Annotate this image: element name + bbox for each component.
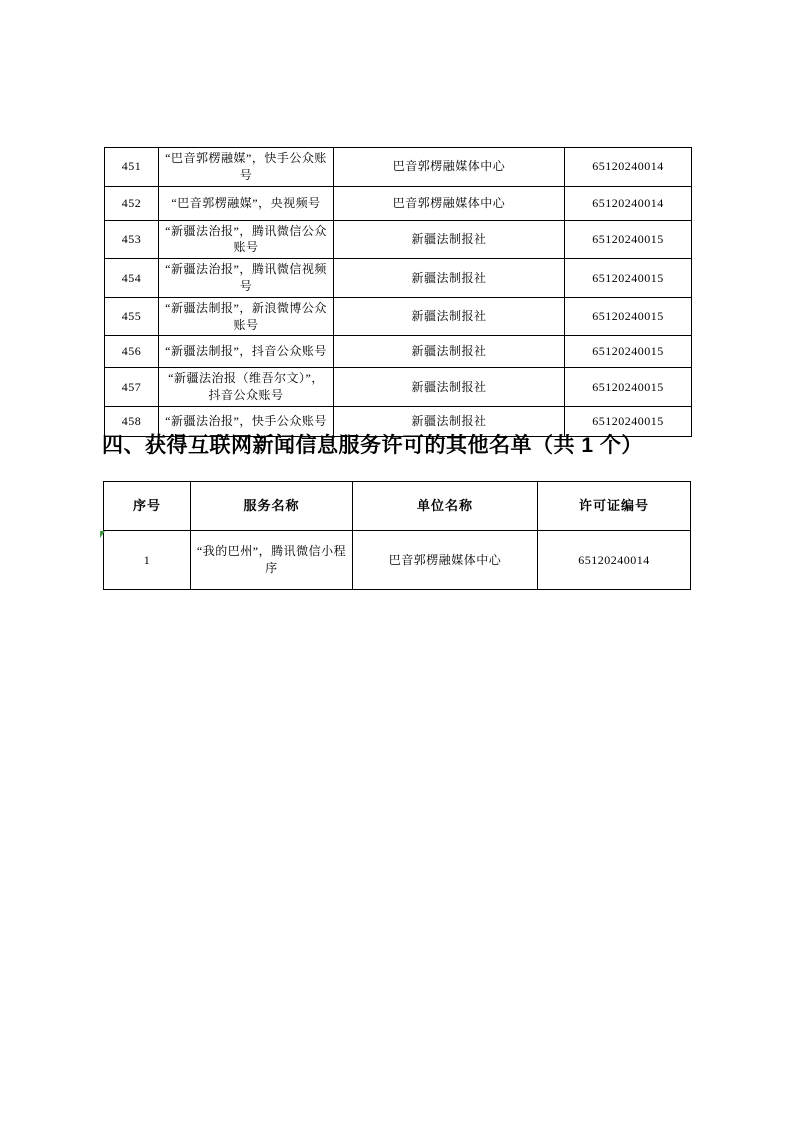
service-name-cell: “新疆法治报”，快手公众账号 (159, 406, 334, 436)
table-row (104, 531, 691, 590)
other-licenses-table (103, 481, 691, 590)
serial-cell: 1 (104, 531, 191, 590)
license-number-cell: 65120240015 (565, 220, 692, 259)
unit-name-cell: 巴音郭楞融媒体中心 (334, 148, 565, 187)
serial-cell: 451 (105, 148, 159, 187)
serial-cell: 454 (105, 259, 159, 298)
serial-cell: 456 (105, 336, 159, 368)
column-header-service-name: 服务名称 (191, 482, 353, 531)
service-name-cell: “新疆法治报（维吾尔文）”，抖音公众账号 (159, 368, 334, 407)
column-header-license-number: 许可证编号 (538, 482, 691, 531)
table-row (105, 186, 692, 220)
unit-name-cell: 新疆法制报社 (334, 297, 565, 336)
license-number-cell: 65120240015 (565, 336, 692, 368)
column-header-unit-name: 单位名称 (353, 482, 538, 531)
license-number-cell: 65120240014 (565, 186, 692, 220)
service-name-cell: “巴音郭楞融媒”，央视频号 (159, 186, 334, 220)
unit-name-cell: 巴音郭楞融媒体中心 (353, 531, 538, 590)
license-number-cell: 65120240014 (538, 531, 691, 590)
header-row (104, 482, 691, 531)
unit-name-cell: 新疆法制报社 (334, 336, 565, 368)
table-row (105, 336, 692, 368)
table-row (105, 148, 692, 187)
unit-name-cell: 新疆法制报社 (334, 368, 565, 407)
service-name-cell: “我的巴州”，腾讯微信小程序 (191, 531, 353, 590)
serial-cell: 453 (105, 220, 159, 259)
service-name-cell: “新疆法治报”，腾讯微信公众账号 (159, 220, 334, 259)
license-number-cell: 65120240014 (565, 148, 692, 187)
table-row (105, 220, 692, 259)
proofing-mark-icon (100, 531, 105, 538)
table-row (105, 259, 692, 298)
serial-cell: 452 (105, 186, 159, 220)
license-number-cell: 65120240015 (565, 368, 692, 407)
service-name-cell: “新疆法治报”，腾讯微信视频号 (159, 259, 334, 298)
license-number-cell: 65120240015 (565, 297, 692, 336)
unit-name-cell: 新疆法制报社 (334, 406, 565, 436)
column-header-serial: 序号 (104, 482, 191, 531)
serial-cell: 455 (105, 297, 159, 336)
service-name-cell: “新疆法制报”，新浪微博公众账号 (159, 297, 334, 336)
service-name-cell: “新疆法制报”，抖音公众账号 (159, 336, 334, 368)
serial-cell: 458 (105, 406, 159, 436)
license-number-cell: 65120240015 (565, 406, 692, 436)
unit-name-cell: 新疆法制报社 (334, 259, 565, 298)
license-number-cell: 65120240015 (565, 259, 692, 298)
section-heading: 四、获得互联网新闻信息服务许可的其他名单（共 1 个） (102, 434, 643, 457)
table-row (105, 297, 692, 336)
service-name-cell: “巴音郭楞融媒”，快手公众账号 (159, 148, 334, 187)
unit-name-cell: 新疆法制报社 (334, 220, 565, 259)
licenses-table-continued (104, 147, 692, 437)
table-row (105, 368, 692, 407)
serial-cell: 457 (105, 368, 159, 407)
unit-name-cell: 巴音郭楞融媒体中心 (334, 186, 565, 220)
